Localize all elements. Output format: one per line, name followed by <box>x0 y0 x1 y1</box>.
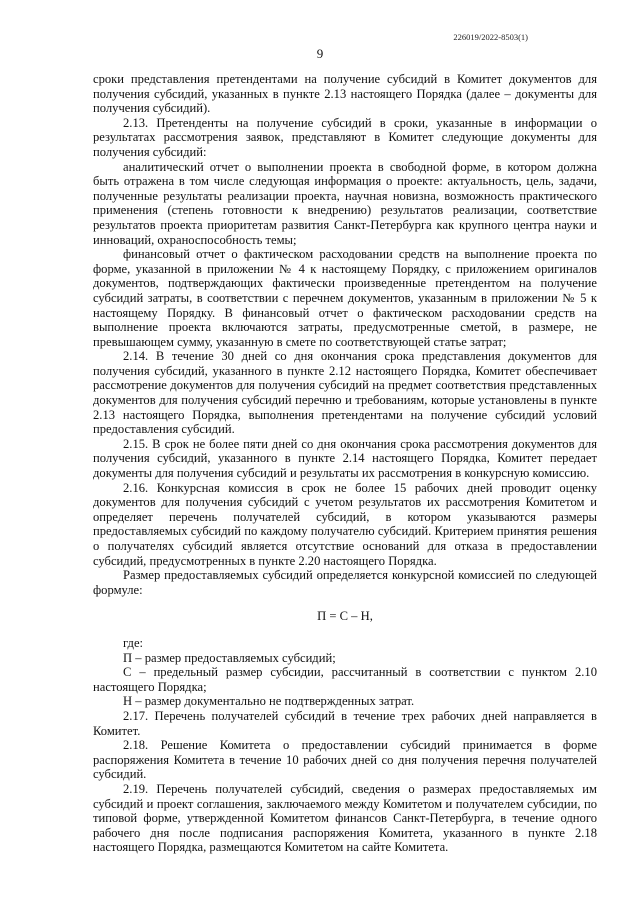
paragraph: аналитический отчет о выполнении проекта в свободной форме, в котором должна быть отражена в том числе следующая информация о проекте: актуальность, цель, задачи, полученные результаты реализации проекта, научная новизна, возможность практического применения (степень готовности к внедрению) результатов реализации, соответствие результатов проекта приоритетам развития Санкт-Петербурга как крупного центра науки и инноваций, охраноспособность темы; <box>93 159 597 247</box>
paragraph: 2.15. В срок не более пяти дней со дня окончания срока рассмотрения документов для получения субсидий, указанного в пункте 2.14 настоящего Порядка, Комитет передает документы для получения субсидий и результаты их рассмотрения в конкурсную комиссию. <box>93 436 597 481</box>
paragraph: 2.18. Решение Комитета о предоставлении субсидий принимается в форме распоряжения Комитета в течение 10 рабочих дней со дня получения перечня получателей субсидий. <box>93 738 597 782</box>
formula-definition: Н – размер документально не подтвержденных затрат. <box>123 694 415 709</box>
formula-definition: С – предельный размер субсидии, рассчитанный в соответствии с пунктом 2.10 настоящего Порядка; <box>93 665 597 694</box>
paragraph: Размер предоставляемых субсидий определяется конкурсной комиссией по следующей формуле: <box>93 568 597 597</box>
page-number: 9 <box>316 46 324 61</box>
paragraph: финансовый отчет о фактическом расходовании средств на выполнение проекта по форме, указанной в приложении № 4 к настоящему Порядку, с приложением оригиналов документов, подтверждающих фактически произведенные претендентом на получение субсидий затраты, в соответствии с перечнем документов, указанным в приложении № 5 к настоящему Порядку. В финансовый отчет о фактическом расходовании средств на выполнение проекта включаются затраты, предусмотренные сметой, в размере, не превышающем сумму, указанную в смете по соответствующей статье затрат; <box>93 247 597 349</box>
formula-where-label: где: <box>123 635 144 650</box>
formula-definition: П – размер предоставляемых субсидий; <box>123 650 336 665</box>
paragraph: 2.16. Конкурсная комиссия в срок не более 15 рабочих дней проводит оценку документов для получения субсидий с учетом результатов их рассмотрения Комитетом и определяет перечень получателей субсидий, в котором указываются размеры предоставляемых субсидий по каждому получателю субсидий. Критерием принятия решения о получателях субсидий является отсутствие оснований для отказа в предоставлении субсидий, предусмотренных в пункте 2.20 настоящего Порядка. <box>93 480 597 568</box>
paragraph: 2.13. Претенденты на получение субсидий в сроки, указанные в информации о результатах рассмотрения заявок, представляют в Комитет следующие документы для получения субсидий: <box>93 115 597 159</box>
paragraph: 2.14. В течение 30 дней со дня окончания срока представления документов для получения субсидий, указанного в пункте 2.12 настоящего Порядка, Комитет обеспечивает рассмотрение документов для получения субсидий на предмет соответствия представленных документов для получения субсидий перечню и требованиям, которые установлены в пункте 2.13 настоящего Порядка, выполнения претендентами на получение субсидий условий предоставления субсидий. <box>93 349 597 437</box>
paragraph: сроки представления претендентами на получение субсидий в Комитет документов для получения субсидий, указанных в пункте 2.13 настоящего Порядка (далее – документы для получения субсидий). <box>93 72 597 116</box>
formula: П = С – Н, <box>317 609 373 624</box>
paragraph: 2.19. Перечень получателей субсидий, сведения о размерах предоставляемых им субсидий и проект соглашения, заключаемого между Комитетом и получателем субсидии, по типовой форме, утвержденной Комитетом финансов Санкт-Петербурга, в течение одного рабочего дня после подписания распоряжения Комитета, указанного в пункте 2.18 настоящего Порядка, размещаются Комитетом на сайте Комитета. <box>93 781 597 855</box>
document-body <box>93 72 597 855</box>
document-registration-number: 226019/2022-8503(1) <box>453 32 528 42</box>
paragraph: 2.17. Перечень получателей субсидий в течение трех рабочих дней направляется в Комитет. <box>93 708 597 738</box>
